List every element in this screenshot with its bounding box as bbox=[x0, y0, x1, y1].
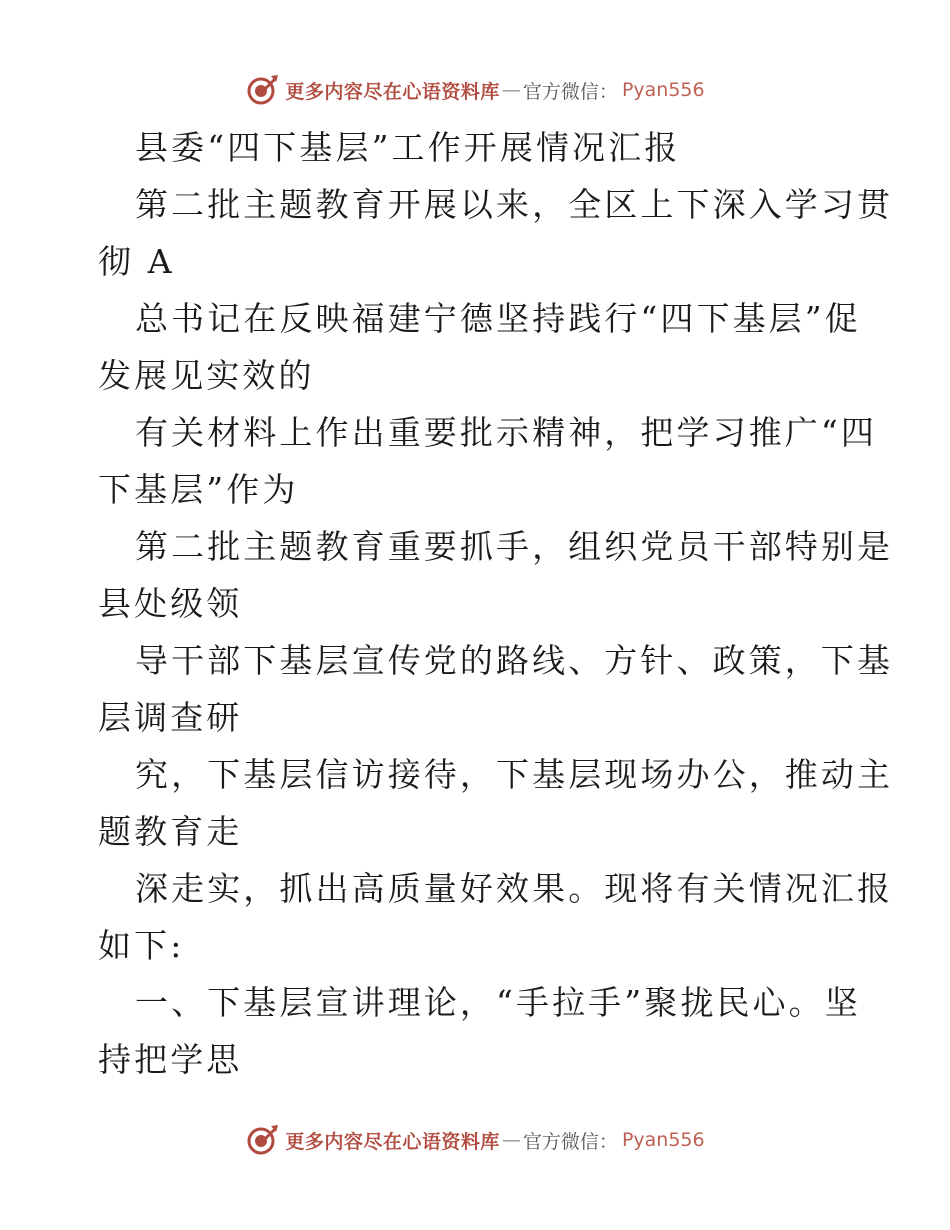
paragraph-line: 深走实，抓出高质量好效果。现将有关情况汇报 bbox=[135, 869, 894, 908]
paragraph-line: 第二批主题教育重要抓手，组织党员干部特别是 bbox=[135, 527, 894, 566]
paragraph-line: 题教育走 bbox=[98, 812, 243, 851]
paragraph-line: 如下: bbox=[98, 926, 185, 965]
paragraph-line: 发展见实效的 bbox=[98, 356, 315, 395]
watermark-wechat-id: Pyan556 bbox=[621, 1129, 705, 1151]
footer-watermark bbox=[0, 1120, 950, 1160]
watermark-separator: — bbox=[501, 1129, 521, 1151]
paragraph-line: 究，下基层信访接待，下基层现场办公，推动主 bbox=[135, 755, 894, 794]
watermark-main-text: 更多内容尽在心语资料库 bbox=[285, 1130, 500, 1153]
paragraph-line: 层调查研 bbox=[98, 698, 243, 737]
paragraph-line: 县处级领 bbox=[98, 584, 243, 623]
paragraph-line: 彻 A bbox=[98, 242, 175, 281]
watermark-sub-text: 官方微信： bbox=[522, 80, 618, 103]
watermark-sub-text: 官方微信： bbox=[522, 1130, 618, 1153]
paragraph-line: 有关材料上作出重要批示精神，把学习推广“四 bbox=[135, 413, 877, 452]
quill-circle-logo-icon bbox=[245, 73, 279, 107]
paragraph-line: 导干部下基层宣传党的路线、方针、政策，下基 bbox=[135, 641, 894, 680]
watermark-wechat-id: Pyan556 bbox=[621, 79, 705, 101]
document-body bbox=[98, 119, 894, 1088]
section-heading-line: 一、下基层宣讲理论，“手拉手”聚拢民心。坚 bbox=[135, 983, 861, 1022]
document-title: 县委“四下基层”工作开展情况汇报 bbox=[135, 128, 681, 167]
paragraph-line: 持把学思 bbox=[98, 1040, 243, 1079]
paragraph-line: 总书记在反映福建宁德坚持践行“四下基层”促 bbox=[135, 299, 861, 338]
paragraph-line: 下基层”作为 bbox=[98, 470, 299, 509]
watermark-main-text: 更多内容尽在心语资料库 bbox=[285, 80, 500, 103]
quill-circle-logo-icon bbox=[245, 1123, 279, 1157]
header-watermark bbox=[0, 70, 950, 110]
watermark-separator: — bbox=[501, 79, 521, 101]
paragraph-line: 第二批主题教育开展以来，全区上下深入学习贯 bbox=[135, 185, 894, 224]
